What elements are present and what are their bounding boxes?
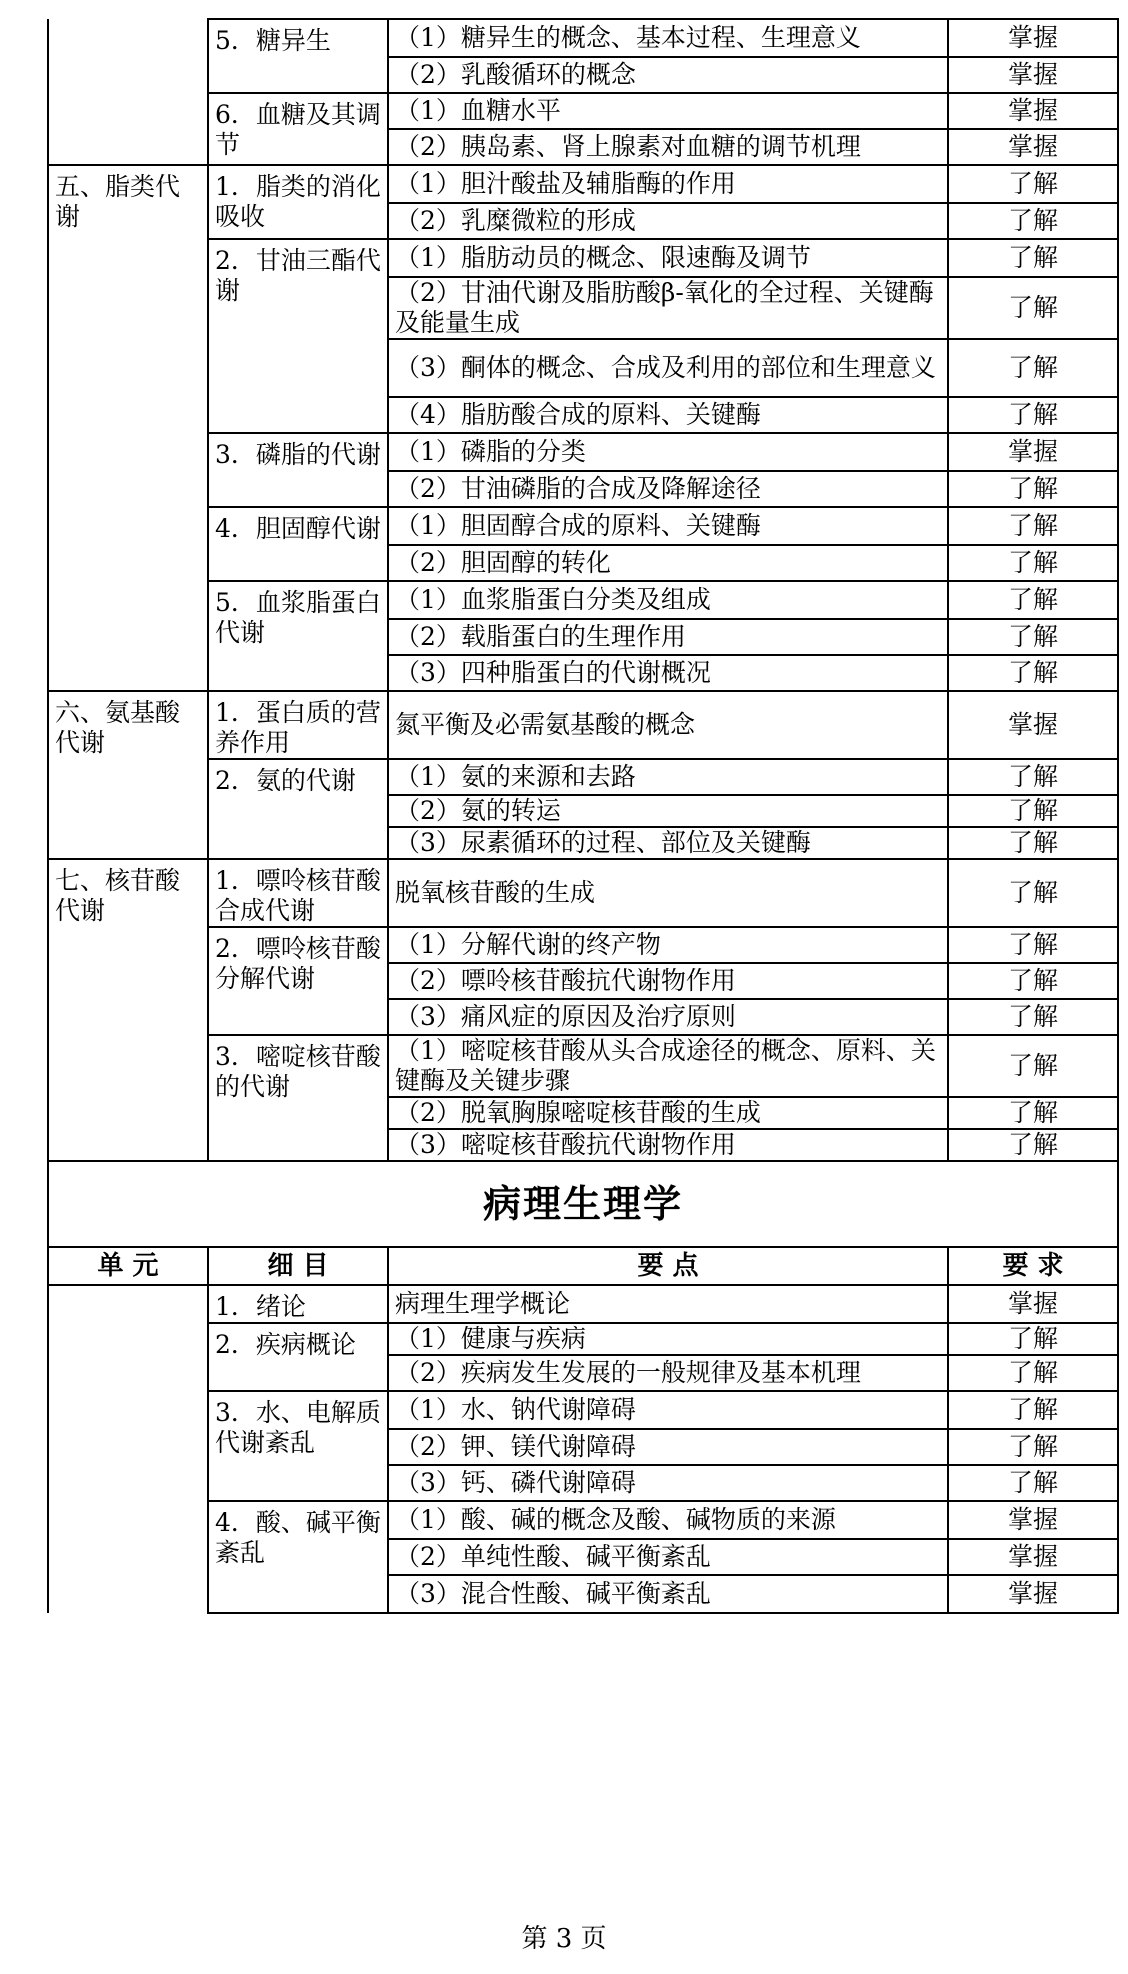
requirement-cell: 了解 <box>948 1465 1118 1501</box>
header-detail: 细 目 <box>208 1247 388 1285</box>
point-cell: （1）脂肪动员的概念、限速酶及调节 <box>388 239 948 277</box>
requirement-cell: 了解 <box>948 1323 1118 1355</box>
point-cell: （1）胆固醇合成的原料、关键酶 <box>388 507 948 545</box>
table-row <box>48 93 1118 129</box>
requirement-cell: 掌握 <box>948 129 1118 165</box>
requirement-cell: 了解 <box>948 165 1118 203</box>
point-cell: （3）四种脂蛋白的代谢概况 <box>388 655 948 691</box>
requirement-cell: 了解 <box>948 1391 1118 1429</box>
table-row <box>48 581 1118 619</box>
table-row <box>48 759 1118 795</box>
requirement-cell: 了解 <box>948 1429 1118 1465</box>
detail-cell: 4．胆固醇代谢 <box>208 507 388 581</box>
table-row <box>48 859 1118 927</box>
page-number: 第 3 页 <box>521 1924 607 1954</box>
detail-cell: 3．嘧啶核苷酸的代谢 <box>208 1035 388 1161</box>
point-cell: （1）健康与疾病 <box>388 1323 948 1355</box>
requirement-cell: 了解 <box>948 999 1118 1035</box>
section-title: 病理生理学 <box>48 1161 1118 1247</box>
point-cell: （1）胆汁酸盐及辅脂酶的作用 <box>388 165 948 203</box>
header-requirement: 要 求 <box>948 1247 1118 1285</box>
requirement-cell: 了解 <box>948 655 1118 691</box>
point-cell: （2）胰岛素、肾上腺素对血糖的调节机理 <box>388 129 948 165</box>
requirement-cell: 了解 <box>948 1129 1118 1161</box>
table-row <box>48 927 1118 963</box>
requirement-cell: 了解 <box>948 1097 1118 1129</box>
point-cell: （2）氨的转运 <box>388 795 948 827</box>
point-cell: （1）血糖水平 <box>388 93 948 129</box>
requirement-cell: 掌握 <box>948 1285 1118 1323</box>
requirement-cell: 了解 <box>948 1035 1118 1097</box>
requirement-cell: 了解 <box>948 203 1118 239</box>
point-cell: （1）磷脂的分类 <box>388 433 948 471</box>
table-row <box>48 19 1118 57</box>
detail-cell: 1．脂类的消化吸收 <box>208 165 388 239</box>
detail-cell: 2．氨的代谢 <box>208 759 388 859</box>
point-cell: （1）分解代谢的终产物 <box>388 927 948 963</box>
detail-cell: 5．糖异生 <box>208 19 388 93</box>
point-cell: （3）嘧啶核苷酸抗代谢物作用 <box>388 1129 948 1161</box>
point-cell: 病理生理学概论 <box>388 1285 948 1323</box>
unit-cell <box>48 1285 208 1613</box>
requirement-cell: 了解 <box>948 827 1118 859</box>
table-row <box>48 1501 1118 1539</box>
detail-cell: 1．嘌呤核苷酸合成代谢 <box>208 859 388 927</box>
point-cell: （2）嘌呤核苷酸抗代谢物作用 <box>388 963 948 999</box>
requirement-cell: 掌握 <box>948 19 1118 57</box>
requirement-cell: 掌握 <box>948 1501 1118 1539</box>
detail-cell: 2．嘌呤核苷酸分解代谢 <box>208 927 388 1035</box>
table-row <box>48 1323 1118 1355</box>
requirement-cell: 了解 <box>948 795 1118 827</box>
point-cell: （2）钾、镁代谢障碍 <box>388 1429 948 1465</box>
detail-cell: 2．疾病概论 <box>208 1323 388 1391</box>
point-cell: （2）疾病发生发展的一般规律及基本机理 <box>388 1355 948 1391</box>
requirement-cell: 了解 <box>948 545 1118 581</box>
requirement-cell: 了解 <box>948 277 1118 339</box>
unit-cell: 五、脂类代谢 <box>48 165 208 691</box>
point-cell: （2）甘油代谢及脂肪酸β-氧化的全过程、关键酶及能量生成 <box>388 277 948 339</box>
requirement-cell: 了解 <box>948 859 1118 927</box>
point-cell: （1）糖异生的概念、基本过程、生理意义 <box>388 19 948 57</box>
table-row <box>48 1285 1118 1323</box>
requirement-cell: 了解 <box>948 1355 1118 1391</box>
point-cell: （3）酮体的概念、合成及利用的部位和生理意义 <box>388 339 948 397</box>
requirement-cell: 了解 <box>948 239 1118 277</box>
detail-cell: 6．血糖及其调节 <box>208 93 388 165</box>
point-cell: （1）嘧啶核苷酸从头合成途径的概念、原料、关键酶及关键步骤 <box>388 1035 948 1097</box>
header-row <box>48 1247 1118 1285</box>
point-cell: （3）钙、磷代谢障碍 <box>388 1465 948 1501</box>
table-row <box>48 507 1118 545</box>
table-row <box>48 691 1118 759</box>
detail-cell: 1．绪论 <box>208 1285 388 1323</box>
syllabus-table <box>47 18 1119 1614</box>
unit-cell: 六、氨基酸代谢 <box>48 691 208 859</box>
detail-cell: 3．磷脂的代谢 <box>208 433 388 507</box>
point-cell: （2）单纯性酸、碱平衡紊乱 <box>388 1539 948 1575</box>
requirement-cell: 了解 <box>948 927 1118 963</box>
point-cell: 氮平衡及必需氨基酸的概念 <box>388 691 948 759</box>
point-cell: （3）尿素循环的过程、部位及关键酶 <box>388 827 948 859</box>
detail-cell: 5．血浆脂蛋白代谢 <box>208 581 388 691</box>
point-cell: （2）乳酸循环的概念 <box>388 57 948 93</box>
detail-cell: 4．酸、碱平衡紊乱 <box>208 1501 388 1613</box>
header-unit: 单 元 <box>48 1247 208 1285</box>
requirement-cell: 了解 <box>948 963 1118 999</box>
unit-cell <box>48 19 208 165</box>
point-cell: （3）痛风症的原因及治疗原则 <box>388 999 948 1035</box>
detail-cell: 1．蛋白质的营养作用 <box>208 691 388 759</box>
requirement-cell: 掌握 <box>948 1539 1118 1575</box>
point-cell: （2）乳糜微粒的形成 <box>388 203 948 239</box>
point-cell: （3）混合性酸、碱平衡紊乱 <box>388 1575 948 1613</box>
requirement-cell: 掌握 <box>948 1575 1118 1613</box>
requirement-cell: 了解 <box>948 471 1118 507</box>
requirement-cell: 了解 <box>948 581 1118 619</box>
unit-cell: 七、核苷酸代谢 <box>48 859 208 1161</box>
requirement-cell: 了解 <box>948 619 1118 655</box>
requirement-cell: 了解 <box>948 397 1118 433</box>
requirement-cell: 掌握 <box>948 93 1118 129</box>
table-row <box>48 1035 1118 1097</box>
requirement-cell: 掌握 <box>948 691 1118 759</box>
detail-cell: 2．甘油三酯代谢 <box>208 239 388 433</box>
point-cell: （2）甘油磷脂的合成及降解途径 <box>388 471 948 507</box>
point-cell: （1）血浆脂蛋白分类及组成 <box>388 581 948 619</box>
detail-cell: 3．水、电解质代谢紊乱 <box>208 1391 388 1501</box>
point-cell: 脱氧核苷酸的生成 <box>388 859 948 927</box>
requirement-cell: 掌握 <box>948 57 1118 93</box>
point-cell: （1）氨的来源和去路 <box>388 759 948 795</box>
point-cell: （1）酸、碱的概念及酸、碱物质的来源 <box>388 1501 948 1539</box>
point-cell: （1）水、钠代谢障碍 <box>388 1391 948 1429</box>
requirement-cell: 了解 <box>948 759 1118 795</box>
table-row <box>48 433 1118 471</box>
requirement-cell: 了解 <box>948 507 1118 545</box>
requirement-cell: 掌握 <box>948 433 1118 471</box>
section-title-row <box>48 1161 1118 1247</box>
point-cell: （2）载脂蛋白的生理作用 <box>388 619 948 655</box>
syllabus-sheet <box>47 18 1119 1614</box>
point-cell: （4）脂肪酸合成的原料、关键酶 <box>388 397 948 433</box>
table-row <box>48 239 1118 277</box>
requirement-cell: 了解 <box>948 339 1118 397</box>
point-cell: （2）胆固醇的转化 <box>388 545 948 581</box>
header-point: 要 点 <box>388 1247 948 1285</box>
point-cell: （2）脱氧胸腺嘧啶核苷酸的生成 <box>388 1097 948 1129</box>
table-row <box>48 1391 1118 1429</box>
table-row <box>48 165 1118 203</box>
